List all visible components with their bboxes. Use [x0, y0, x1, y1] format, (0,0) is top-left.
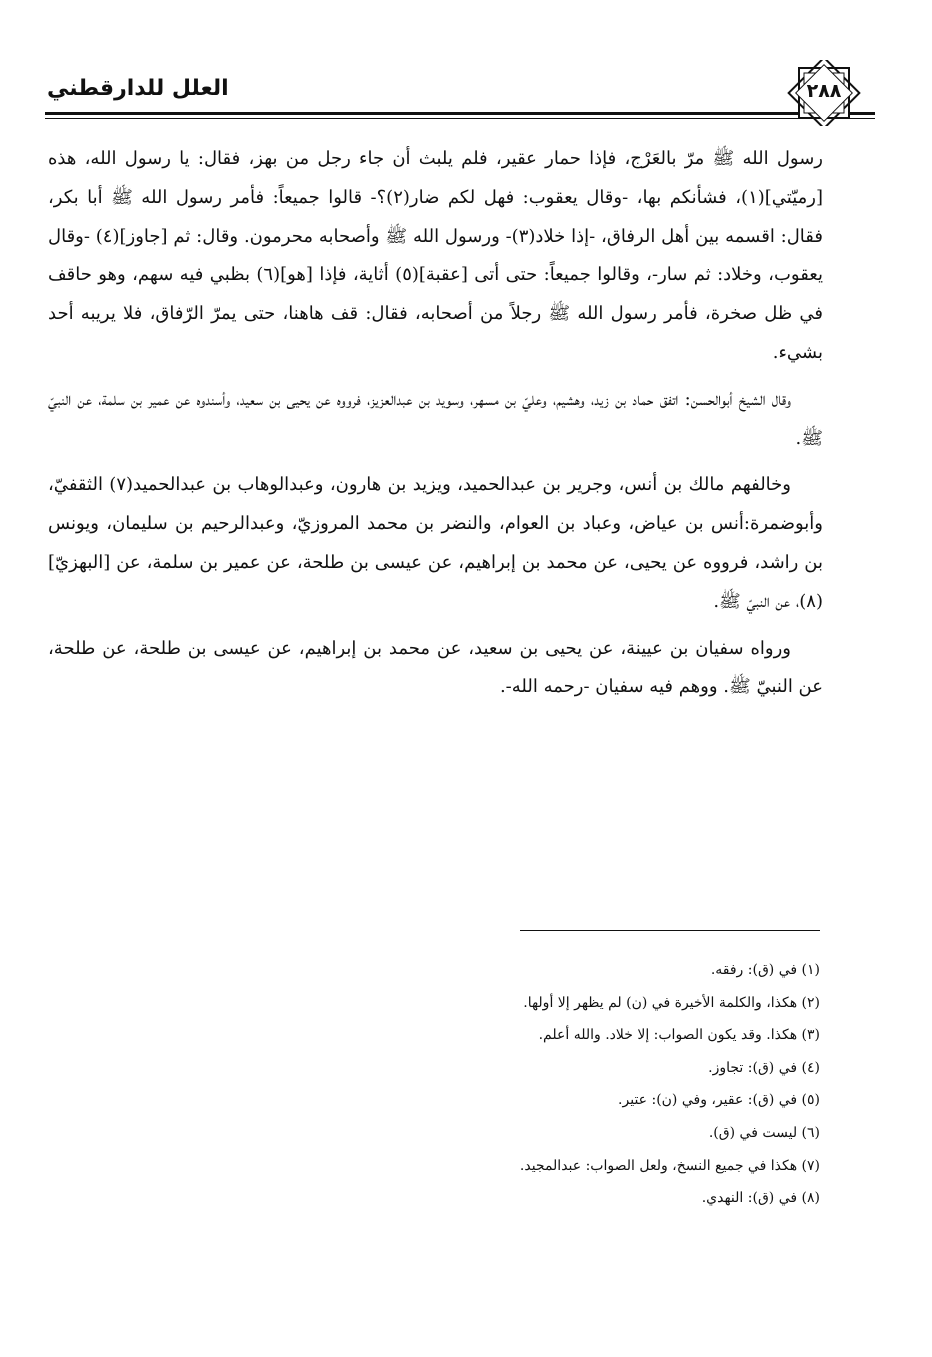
footnotes [300, 954, 820, 1215]
book-title: العلل للدارقطني [47, 76, 229, 101]
footnote-item: (٧) هكذا في جميع النسخ، ولعل الصواب: عبدالمجيد. [519, 1157, 820, 1174]
footnote-item: (٨) في (ق): النهدي. [701, 1190, 820, 1207]
header-rule-thin [45, 118, 875, 119]
footnote-item: (١) في (ق): رفقه. [710, 962, 820, 978]
footnote-item: (٣) هكذا. وقد يكون الصواب: إلا خلاد. والله أعلم. [538, 1027, 820, 1044]
footnote-item: (٦) ليست في (ق). [708, 1124, 820, 1141]
footnote-item: (٥) في (ق): عقير، وفي (ن): عتير. [618, 1092, 820, 1109]
page-header [45, 60, 875, 126]
paragraph: ورواه سفيان بن عيينة، عن يحيى بن سعيد، عن محمد بن إبراهيم، عن عيسى بن طلحة، عن طلحة، عن النبيّ ﷺ. ووهم فيه سفيان -رحمه الله-. [48, 637, 823, 698]
page-number: ٢٨٨ [806, 80, 842, 102]
footnote-separator [520, 930, 820, 931]
footnote-item: (٢) هكذا، والكلمة الأخيرة في (ن) لم يظهر إلا أولها. [523, 994, 820, 1011]
paragraph: وقال الشيخ أبوالحسن: اتفق حماد بن زيد، وهشيم، وعليّ بن مسهر، وسويد بن عبدالعزيز، فرووه عن يحيى بن سعيد، وأسندوه عن عمير بن سلمة، عن النبيّ ﷺ. [48, 388, 823, 449]
main-text [48, 140, 823, 715]
page-number-badge [787, 60, 861, 126]
header-rule-thick [45, 112, 875, 115]
paragraph: رسول الله ﷺ مرّ بالعَرْج، فإذا حمار عقير، فلم يلبث أن جاء رجل من بهز، فقال: يا رسول الله، هذه [رميّتي](١)، فشأنكم بها، -وقال يعقوب: فهل لكم ضار(٢)؟- قالوا جميعاً: فأمر رسول الله ﷺ أبا بكر، فقال: اقسمه بين أهل الرفاق، -إذا خلاد(٣)- ورسول الله ﷺ وأصحابه محرمون. وقال: ثم [جاوز](٤) -وقال يعقوب، وخلاد: ثم سار-، وقالوا جميعاً: حتى أتى [عقبة](٥) أثاية، فإذا [هو](٦) بظبي فيه سهم، وهو حاقف في ظل صخرة، فأمر رسول الله ﷺ رجلاً من أصحابه، فقال: قف هاهنا، حتى يمرّ الرّفاق، فلا يريبه أحد بشيء. [48, 148, 824, 363]
paragraph: وخالفهم مالك بن أنس، وجرير بن عبدالحميد، ويزيد بن هارون، وعبدالوهاب بن عبدالحميد(٧) الثقفيّ، وأبوضمرة:أنس بن عياض، وعباد بن العوام، والنضر بن محمد المروزيّ، وعبدالرحيم بن سليمان، ويونس بن راشد، فرووه عن يحيى، عن محمد بن إبراهيم، عن عيسى بن طلحة، عن عمير بن سلمة، عن [البهزيّ](٨)، عن النبيّ ﷺ. [48, 474, 823, 612]
footnote-item: (٤) في (ق): تجاوز. [708, 1059, 820, 1076]
